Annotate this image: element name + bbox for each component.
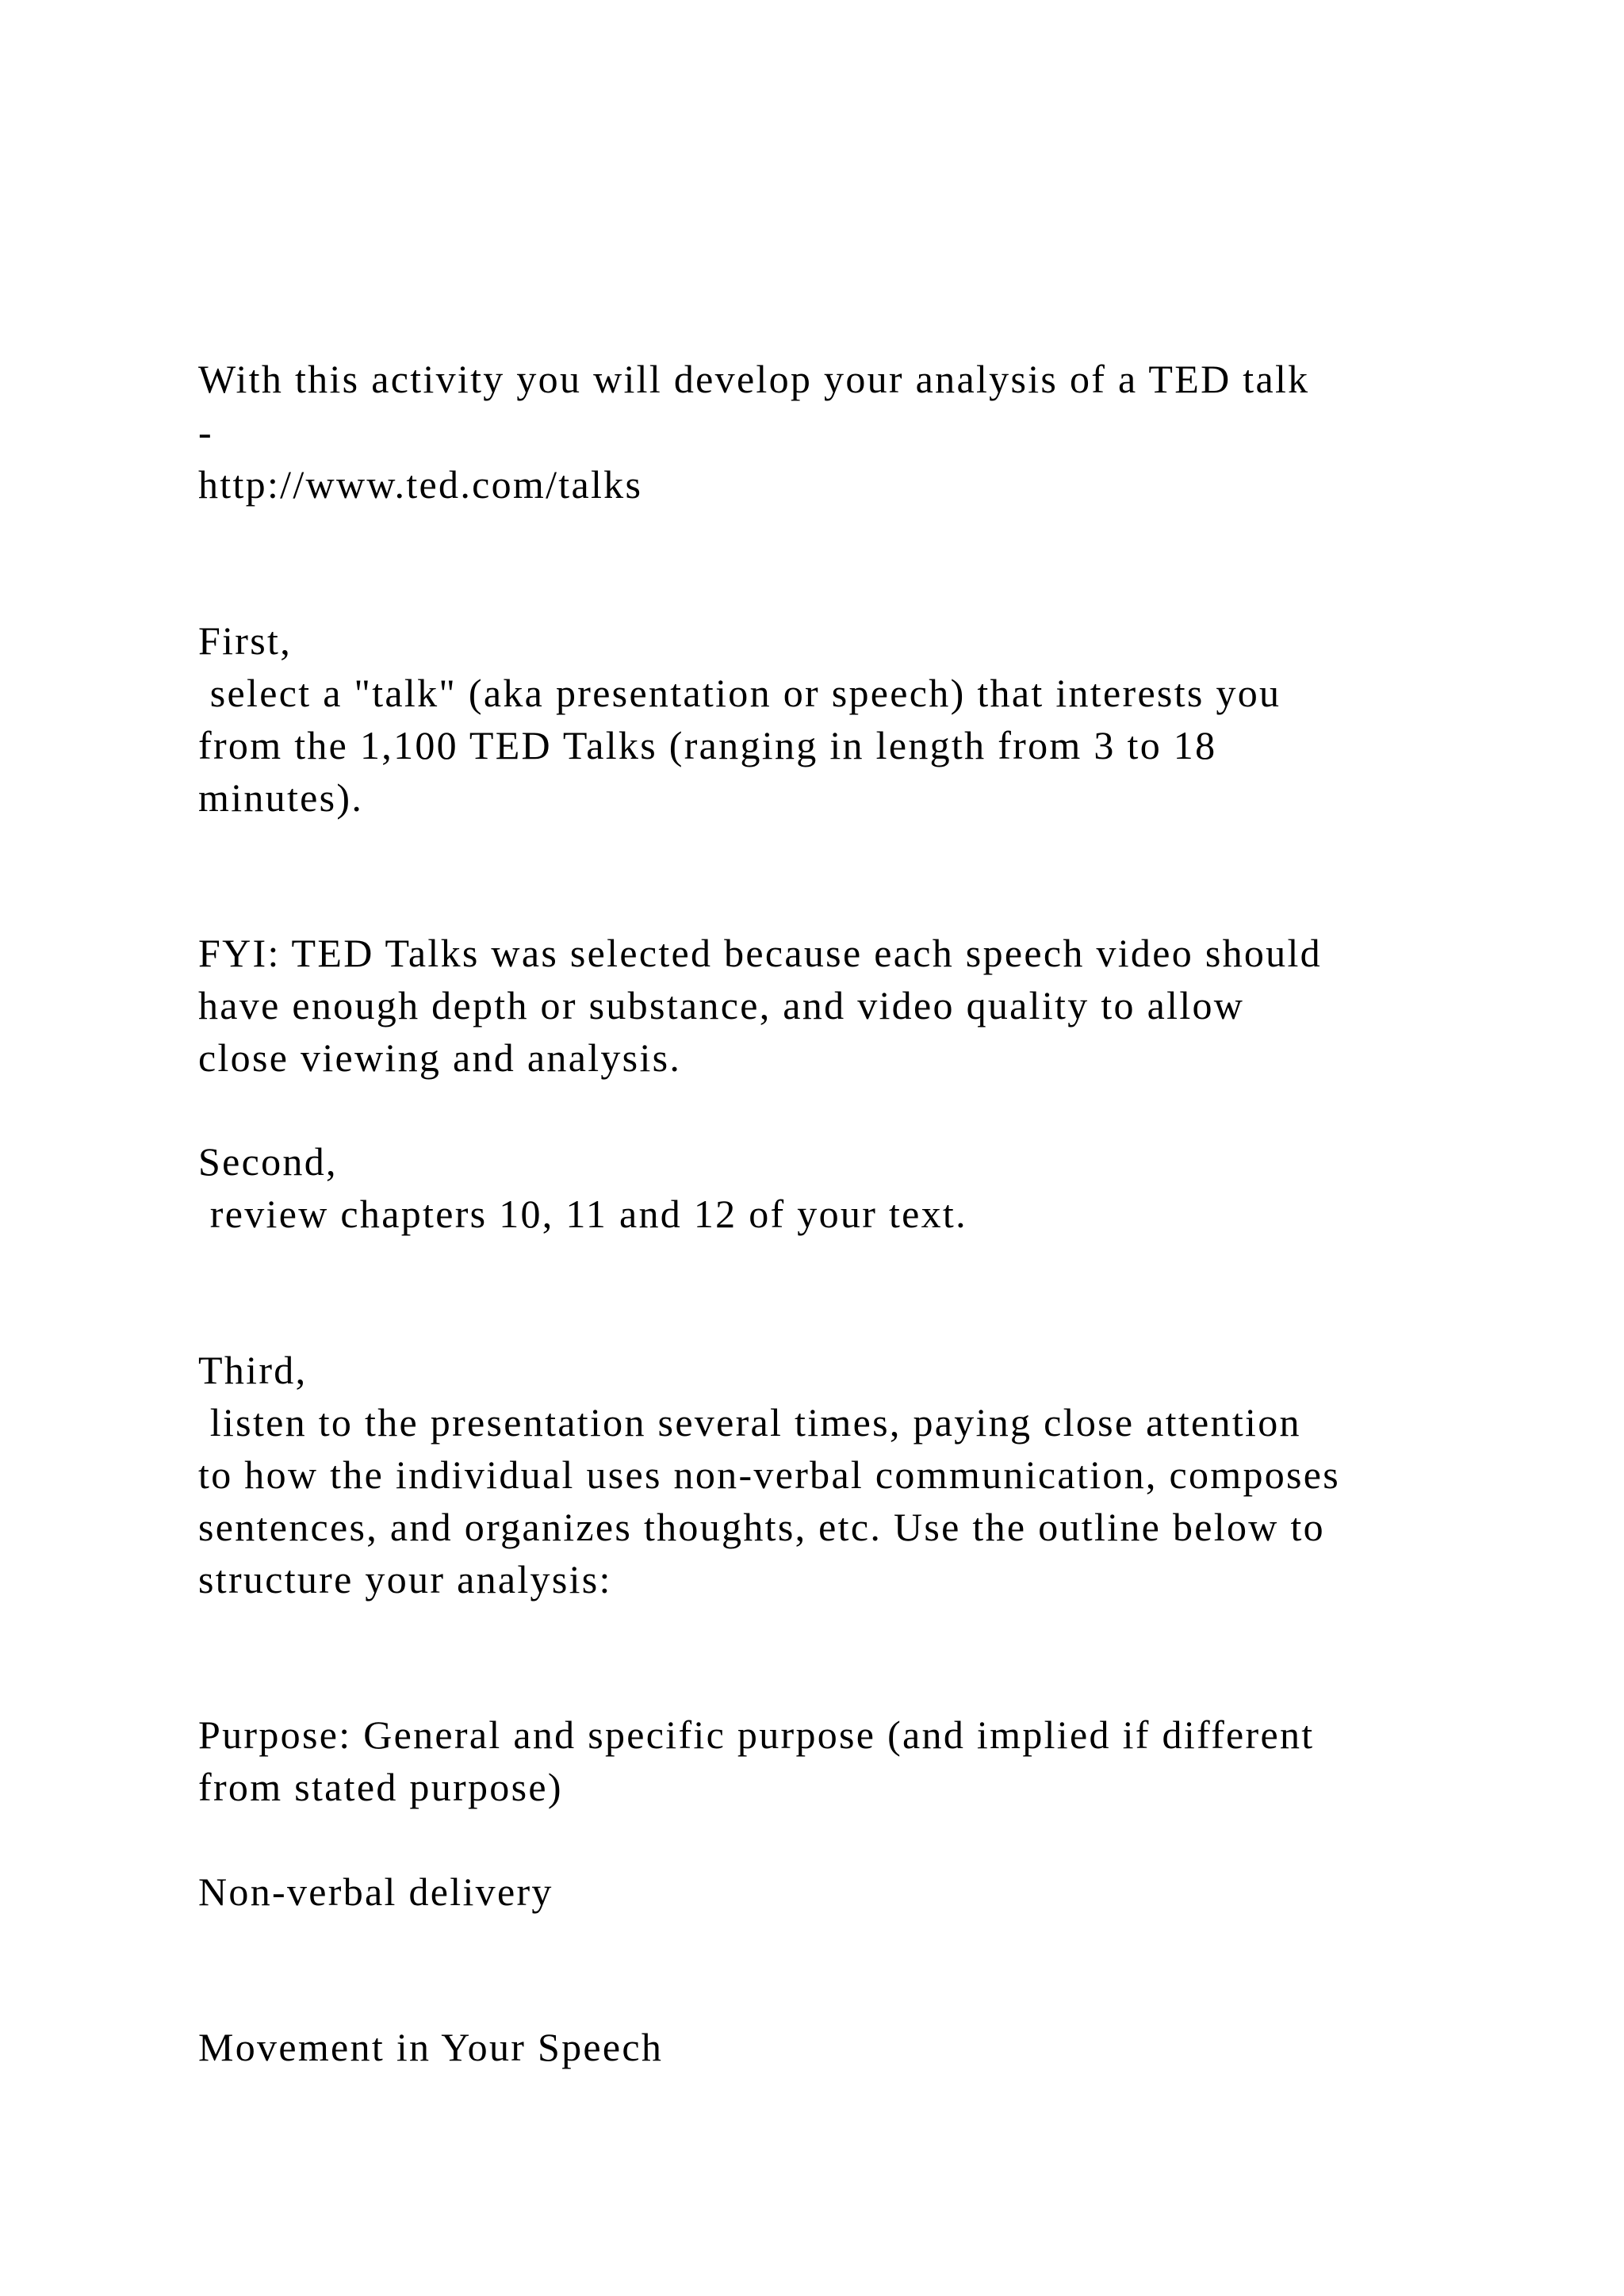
third-label: Third, <box>198 1348 308 1392</box>
third-text-line: sentences, and organizes thoughts, etc. Use the outline below to <box>198 1505 1325 1549</box>
first-text-line: minutes). <box>198 775 364 820</box>
nonverbal-heading: Non-verbal delivery <box>198 1869 553 1914</box>
purpose-line: Purpose: General and specific purpose (and implied if different <box>198 1712 1315 1757</box>
fyi-text-line: close viewing and analysis. <box>198 1035 682 1080</box>
third-text-line: listen to the presentation several times, paying close attention <box>198 1400 1301 1445</box>
purpose-line: from stated purpose) <box>198 1765 563 1809</box>
fyi-text-line: FYI: TED Talks was selected because each speech video should <box>198 931 1322 975</box>
first-text-line: from the 1,100 TED Talks (ranging in length from 3 to 18 <box>198 723 1217 767</box>
first-label: First, <box>198 618 292 663</box>
first-text-line: select a "talk" (aka presentation or speech) that interests you <box>198 671 1281 715</box>
intro-dash: - <box>198 410 213 454</box>
ted-url: http://www.ted.com/talks <box>198 462 643 507</box>
second-text-line: review chapters 10, 11 and 12 of your text. <box>198 1192 967 1236</box>
fyi-text-line: have enough depth or substance, and video quality to allow <box>198 983 1245 1027</box>
intro-text: With this activity you will develop your analysis of a TED talk <box>198 357 1310 401</box>
second-label: Second, <box>198 1139 338 1184</box>
third-text-line: to how the individual uses non-verbal communication, composes <box>198 1452 1341 1497</box>
third-text-line: structure your analysis: <box>198 1557 612 1601</box>
movement-heading: Movement in Your Speech <box>198 2025 664 2069</box>
